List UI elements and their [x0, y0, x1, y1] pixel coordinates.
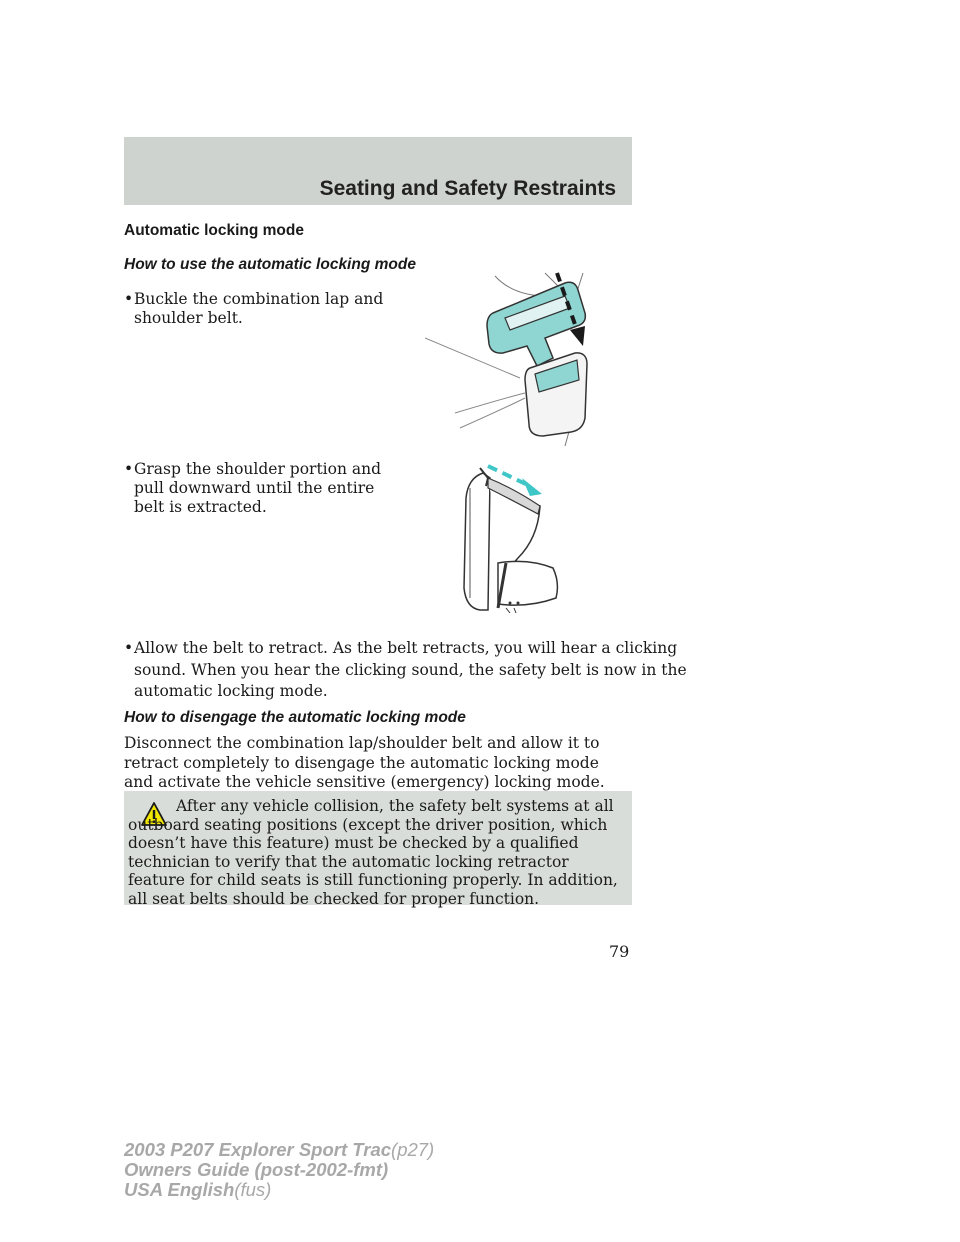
footer-model-code: (p27): [391, 1139, 435, 1160]
bullet-grasp: • Grasp the shoulder portion and pull downward until the entire belt is extracted.: [124, 460, 382, 516]
heading-automatic-locking: Automatic locking mode: [124, 222, 304, 239]
subheading-use: How to use the automatic locking mode: [124, 256, 416, 273]
subheading-disengage: How to disengage the automatic locking mode: [124, 709, 466, 726]
bullet-line: belt is extracted.: [134, 498, 267, 516]
footer: [124, 1140, 434, 1200]
bullet-line: automatic locking mode.: [134, 682, 328, 700]
page-number: 79: [609, 942, 630, 961]
footer-model: 2003 P207 Explorer Sport Trac: [124, 1139, 392, 1160]
bullet-line: Buckle the combination lap and: [134, 290, 384, 308]
bullet-allow-retract: • Allow the belt to retract. As the belt retracts, you will hear a clicking sound. When you hear the clicking sound, the safety belt is now in the automatic locking mode.: [124, 638, 687, 703]
footer-guide: Owners Guide (post-2002-fmt): [124, 1159, 389, 1180]
bullet-line: Allow the belt to retract. As the belt retracts, you will hear a clicking: [134, 639, 678, 657]
bullet-line: sound. When you hear the clicking sound, the safety belt is now in the: [134, 660, 687, 679]
seat-belt-illustration: [458, 458, 566, 616]
warning-box: [124, 791, 632, 908]
header-band: [124, 137, 632, 205]
bullet-line: pull downward until the entire: [134, 479, 375, 497]
disengage-paragraph: Disconnect the combination lap/shoulder belt and allow it to retract completely to disengage the automatic locking mode and activate the vehicle sensitive (emergency) locking mode.: [124, 734, 605, 791]
buckle-illustration: [425, 268, 610, 446]
bullet-line: Grasp the shoulder portion and: [134, 460, 382, 478]
footer-language-code: (fus): [234, 1179, 272, 1200]
bullet-buckle: • Buckle the combination lap and shoulder belt.: [124, 290, 384, 327]
warning-text: After any vehicle collision, the safety belt systems at all outboard seating positions (except the driver position, which doesn’t have this feature) must be checked by a qualified technician to verify that the automatic locking retractor feature for child seats is still functioning properly. In addition, all seat belts should be checked for proper function.: [128, 797, 618, 908]
footer-language: USA English: [124, 1179, 235, 1200]
section-title: Seating and Safety Restraints: [319, 177, 616, 200]
bullet-line: shoulder belt.: [134, 309, 243, 327]
